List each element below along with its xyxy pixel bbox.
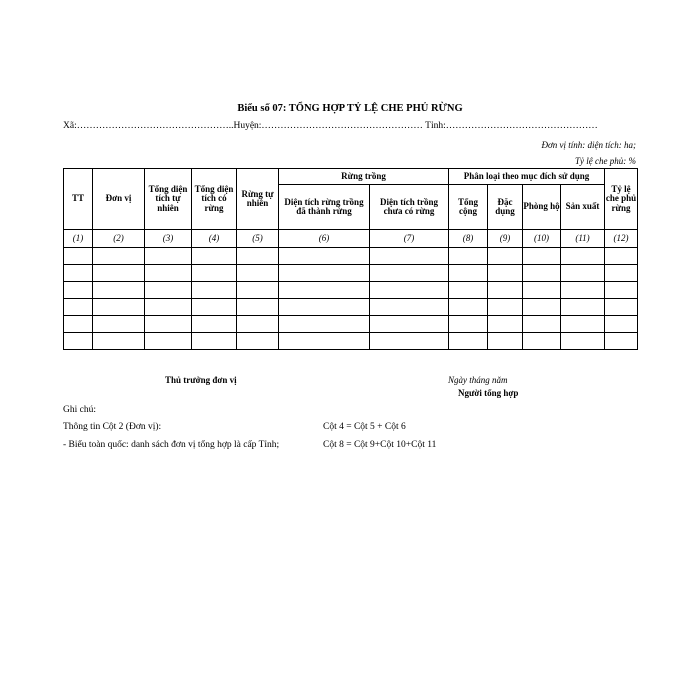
table-cell — [64, 299, 93, 316]
header-dt-chua-co-rung: Diện tích trồng chưa có rừng — [370, 185, 449, 230]
table-cell — [561, 265, 605, 282]
table-cell — [237, 265, 279, 282]
signature-date: Ngày tháng năm — [448, 375, 508, 385]
column-number: (1) — [64, 230, 93, 248]
signature-compiler: Người tổng hợp — [458, 388, 519, 398]
table-cell — [449, 265, 488, 282]
table-cell — [93, 248, 145, 265]
table-cell — [449, 316, 488, 333]
header-tong-dien-tich-co-rung: Tổng diện tích có rừng — [192, 169, 237, 230]
location-line: Xã:…………………………………………..Huyện:…………………………………………… Tỉnh:………………………………………… — [63, 121, 598, 131]
table-cell — [192, 316, 237, 333]
table-cell — [449, 282, 488, 299]
header-dt-thanh-rung: Diện tích rừng trồng đã thành rừng — [279, 185, 370, 230]
table-row — [64, 316, 638, 333]
note-formula-col4: Cột 4 = Cột 5 + Cột 6 — [323, 422, 406, 432]
table-cell — [370, 248, 449, 265]
header-phong-ho: Phòng hộ — [523, 185, 561, 230]
table-cell — [145, 299, 192, 316]
table-row — [64, 282, 638, 299]
table-cell — [64, 282, 93, 299]
column-number: (6) — [279, 230, 370, 248]
table-body — [64, 248, 638, 350]
table-cell — [488, 333, 523, 350]
table-cell — [145, 316, 192, 333]
form-title: Biểu số 07: TỔNG HỢP TỶ LỆ CHE PHỦ RỪNG — [237, 103, 463, 114]
table-cell — [370, 333, 449, 350]
table-cell — [93, 282, 145, 299]
column-number: (4) — [192, 230, 237, 248]
header-tong-dien-tich-tu-nhien: Tổng diện tích tự nhiên — [145, 169, 192, 230]
column-number: (10) — [523, 230, 561, 248]
table-cell — [279, 248, 370, 265]
table-row — [64, 248, 638, 265]
header-ty-le-che-phu: Tỷ lệ che phủ rừng — [605, 169, 638, 230]
table-cell — [605, 299, 638, 316]
table-cell — [145, 282, 192, 299]
table-cell — [488, 282, 523, 299]
column-number: (11) — [561, 230, 605, 248]
column-number: (8) — [449, 230, 488, 248]
table-cell — [192, 265, 237, 282]
header-dac-dung: Đặc dụng — [488, 185, 523, 230]
table-cell — [605, 282, 638, 299]
table-cell — [449, 333, 488, 350]
table-cell — [237, 333, 279, 350]
table-cell — [605, 333, 638, 350]
column-number: (12) — [605, 230, 638, 248]
table-cell — [237, 248, 279, 265]
table-cell — [488, 265, 523, 282]
unit-line-area: Đơn vị tính: diện tích: ha; — [541, 140, 636, 150]
table-cell — [237, 316, 279, 333]
table-cell — [488, 316, 523, 333]
table-cell — [64, 333, 93, 350]
table-cell — [192, 282, 237, 299]
table-cell — [192, 248, 237, 265]
column-number: (9) — [488, 230, 523, 248]
table-cell — [523, 316, 561, 333]
note-col2-detail: - Biểu toàn quốc: danh sách đơn vị tổng hợp là cấp Tỉnh; — [63, 440, 280, 450]
header-san-xuat: Sản xuất — [561, 185, 605, 230]
table-row — [64, 265, 638, 282]
table-cell — [370, 299, 449, 316]
table-cell — [523, 333, 561, 350]
notes-heading: Ghi chú: — [63, 405, 96, 415]
header-don-vi: Đơn vị — [93, 169, 145, 230]
table-cell — [64, 265, 93, 282]
table-cell — [561, 248, 605, 265]
table-cell — [605, 248, 638, 265]
coverage-table — [63, 168, 638, 350]
unit-line-coverage: Tỷ lệ che phủ: % — [575, 156, 636, 166]
table-cell — [93, 265, 145, 282]
table-cell — [561, 316, 605, 333]
table-cell — [279, 333, 370, 350]
header-rung-trong: Rừng trồng — [279, 169, 449, 185]
table-cell — [561, 282, 605, 299]
table-cell — [93, 316, 145, 333]
table-cell — [370, 265, 449, 282]
table-cell — [279, 299, 370, 316]
table-cell — [488, 248, 523, 265]
signature-head-of-unit: Thủ trưởng đơn vị — [165, 375, 237, 385]
table-cell — [523, 282, 561, 299]
table-cell — [605, 316, 638, 333]
note-col2-info: Thông tin Cột 2 (Đơn vị): — [63, 422, 162, 432]
table-cell — [93, 333, 145, 350]
table-cell — [237, 282, 279, 299]
table-cell — [145, 333, 192, 350]
table-cell — [279, 282, 370, 299]
table-cell — [279, 316, 370, 333]
table-cell — [523, 299, 561, 316]
table-cell — [64, 316, 93, 333]
table-cell — [370, 282, 449, 299]
table-cell — [237, 299, 279, 316]
table-cell — [145, 248, 192, 265]
header-phan-loai: Phân loại theo mục đích sử dụng — [449, 169, 605, 185]
table-row — [64, 299, 638, 316]
table-cell — [93, 299, 145, 316]
table-cell — [192, 333, 237, 350]
table-cell — [605, 265, 638, 282]
note-formula-col8: Cột 8 = Cột 9+Cột 10+Cột 11 — [323, 440, 437, 450]
table-cell — [145, 265, 192, 282]
table-cell — [523, 265, 561, 282]
table-cell — [561, 299, 605, 316]
column-number-row — [64, 230, 638, 248]
table-cell — [370, 316, 449, 333]
column-number: (3) — [145, 230, 192, 248]
table-cell — [192, 299, 237, 316]
column-number: (2) — [93, 230, 145, 248]
table-row — [64, 333, 638, 350]
column-number: (7) — [370, 230, 449, 248]
table-cell — [523, 248, 561, 265]
header-rung-tu-nhien: Rừng tự nhiên — [237, 169, 279, 230]
table-cell — [449, 299, 488, 316]
table-cell — [449, 248, 488, 265]
table-cell — [561, 333, 605, 350]
header-tong-cong: Tổng cộng — [449, 185, 488, 230]
table-cell — [279, 265, 370, 282]
header-tt: TT — [64, 169, 93, 230]
table-cell — [64, 248, 93, 265]
column-number: (5) — [237, 230, 279, 248]
table-cell — [488, 299, 523, 316]
